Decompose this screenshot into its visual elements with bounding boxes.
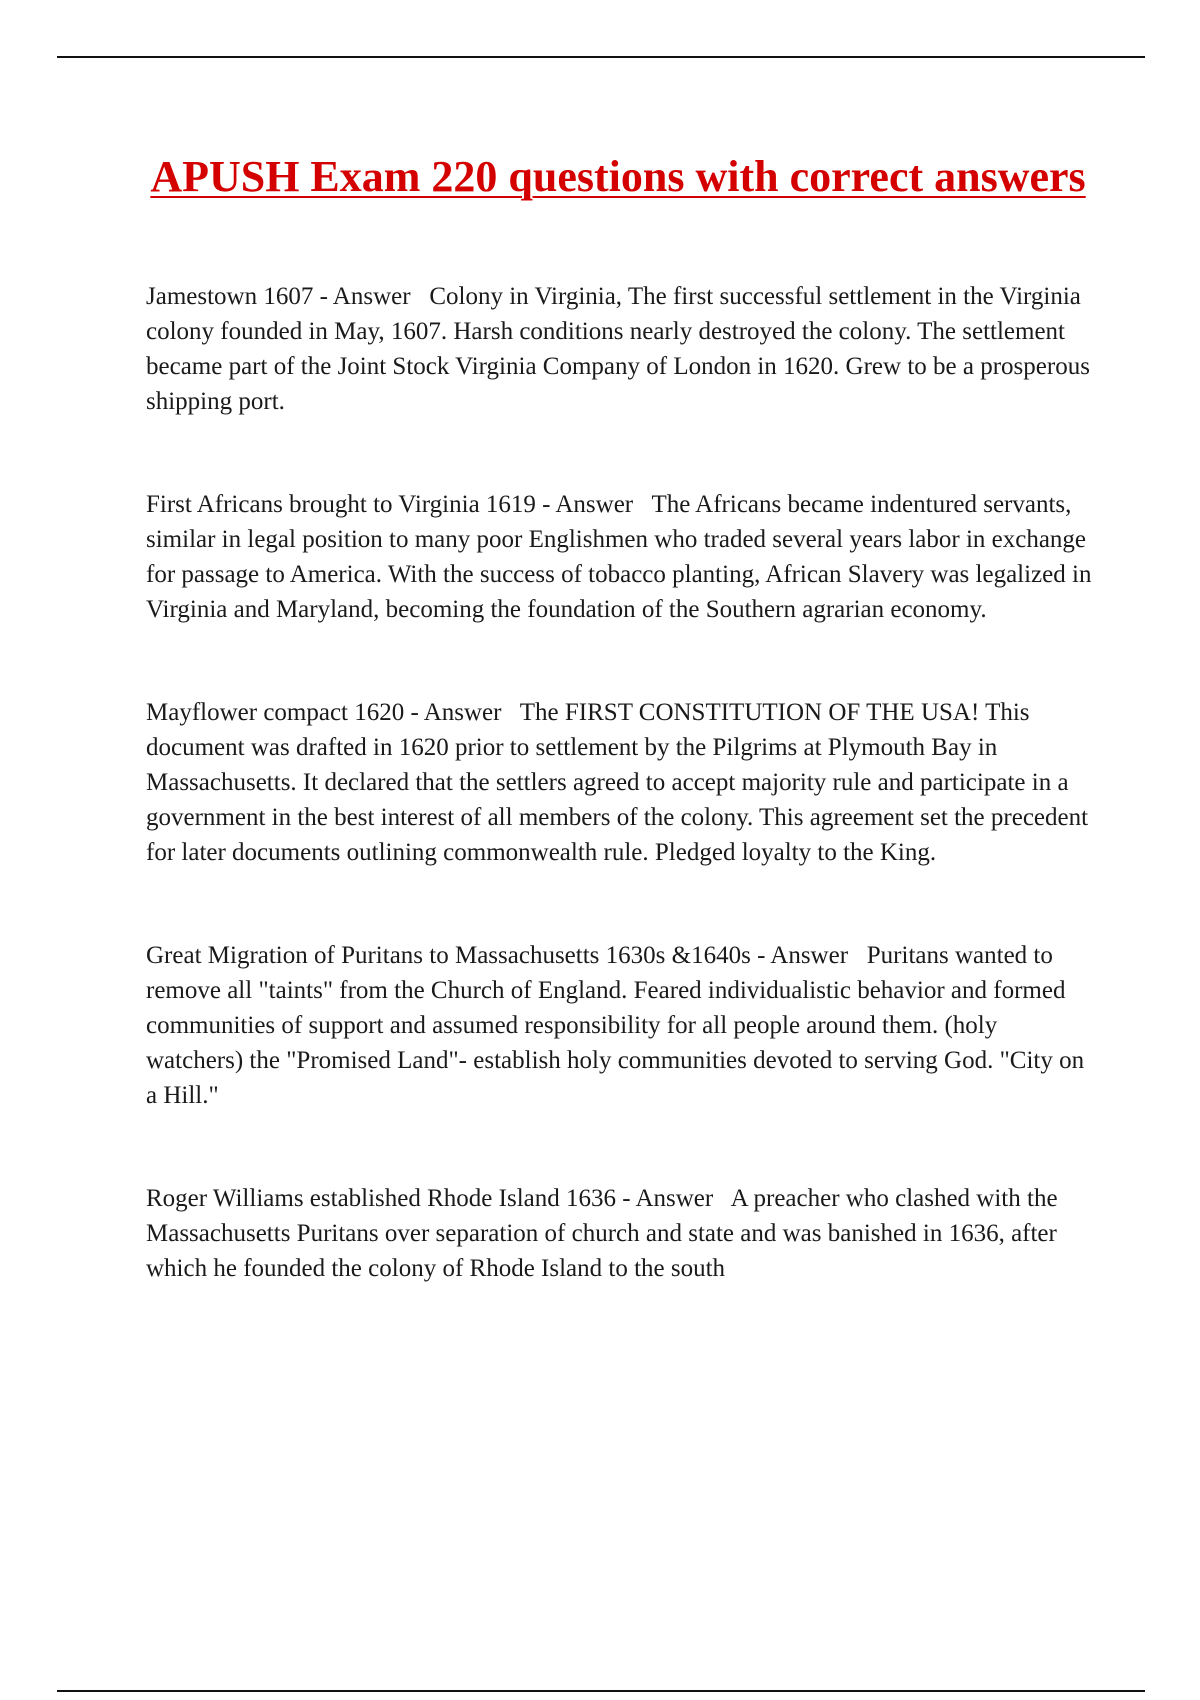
qa-entry — [146, 938, 1096, 1113]
document-title: APUSH Exam 220 questions with correct answers — [150, 152, 1086, 201]
qa-answer: The Africans became indentured servants, similar in legal position to many poor Englishmen who traded several years labor in exchange for passage to America. With the success of tobacco planting, African Slavery was legalized in Virginia and Maryland, becoming the foundation of the Southern agrarian economy. — [146, 491, 1092, 623]
answer-separator: - Answer — [750, 942, 867, 969]
qa-entry — [146, 487, 1096, 627]
qa-term: Mayflower compact 1620 — [146, 699, 405, 726]
qa-term: Roger Williams established Rhode Island 1636 — [146, 1185, 616, 1212]
qa-answer: Puritans wanted to remove all "taints" from the Church of England. Feared individualistic behavior and formed communities of support and assumed responsibility for all people around them. (holy watchers) the "Promised Land"- establish holy communities devoted to serving God. "City on a Hill." — [146, 942, 1085, 1109]
qa-answer: Colony in Virginia, The first successful settlement in the Virginia colony founded in May, 1607. Harsh conditions nearly destroyed the colony. The settlement became part of the Joint Stock Virginia Company of London in 1620. Grew to be a prosperous shipping port. — [146, 283, 1090, 415]
answer-separator: - Answer — [404, 699, 520, 726]
qa-term: Great Migration of Puritans to Massachusetts 1630s &1640s — [146, 942, 751, 969]
qa-answer: A preacher who clashed with the Massachusetts Puritans over separation of church and state and was banished in 1636, after which he founded the colony of Rhode Island to the south — [146, 1185, 1058, 1282]
qa-list — [146, 279, 1096, 1354]
bottom-rule — [57, 1690, 1145, 1692]
qa-answer: The FIRST CONSTITUTION OF THE USA! This document was drafted in 1620 prior to settlement by the Pilgrims at Plymouth Bay in Massachusetts. It declared that the settlers agreed to accept majority rule and participate in a government in the best interest of all members of the colony. This agreement set the precedent for later documents outlining commonwealth rule. Pledged loyalty to the King. — [146, 699, 1089, 866]
top-rule — [57, 56, 1145, 58]
qa-entry — [146, 1181, 1096, 1286]
qa-term: Jamestown 1607 — [146, 283, 314, 310]
answer-separator: - Answer — [616, 1185, 731, 1212]
qa-entry — [146, 695, 1096, 870]
qa-entry — [146, 279, 1096, 419]
answer-separator: - Answer — [313, 283, 430, 310]
answer-separator: - Answer — [535, 491, 652, 518]
qa-term: First Africans brought to Virginia 1619 — [146, 491, 536, 518]
